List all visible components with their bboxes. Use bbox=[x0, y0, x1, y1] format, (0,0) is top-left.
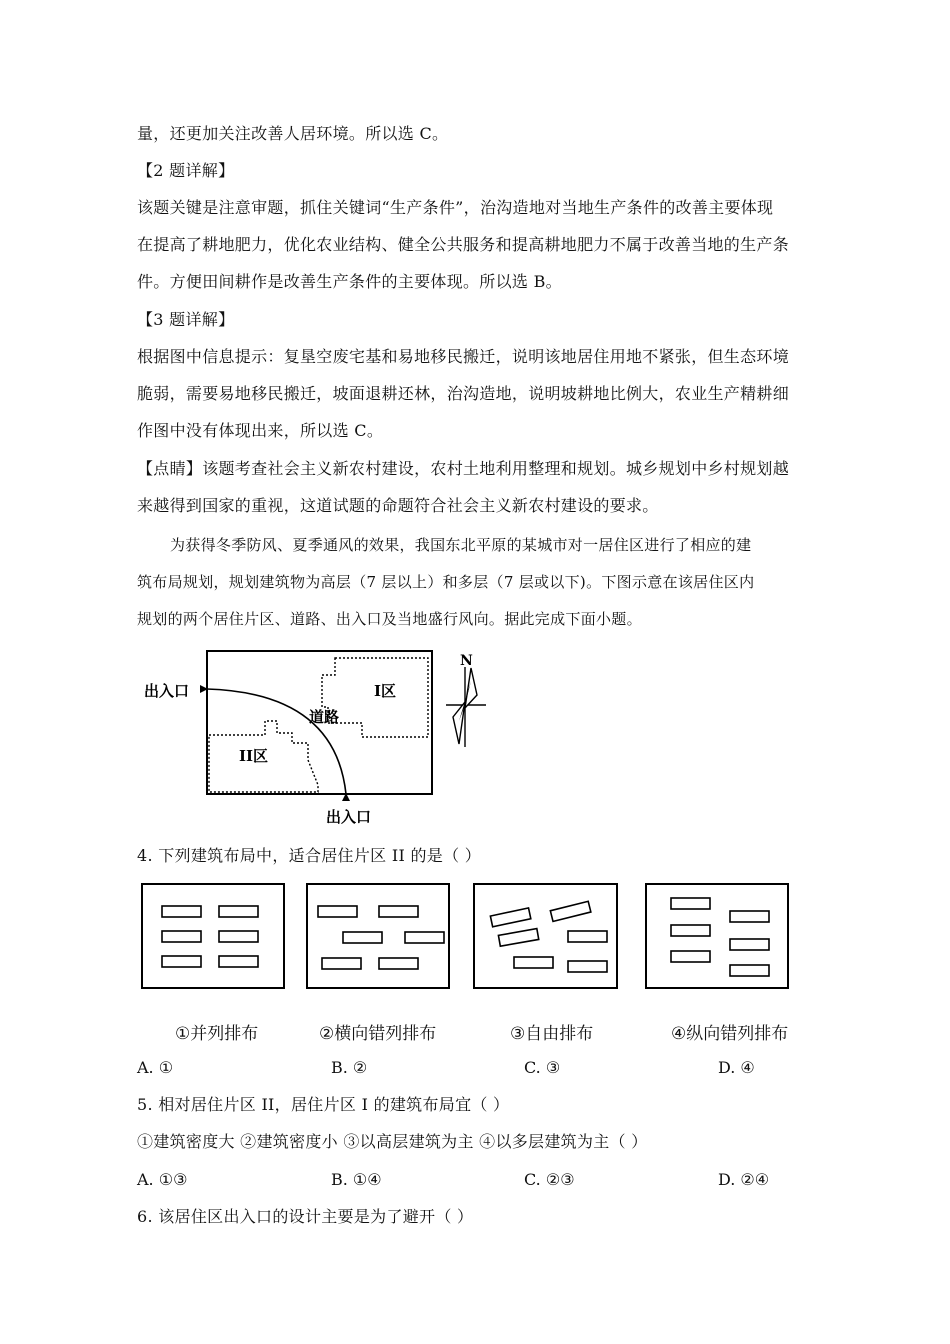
layout-free-diagram bbox=[474, 884, 617, 988]
layout-caption-1: ①并列排布 bbox=[175, 1024, 259, 1044]
q5-option-a[interactable]: A. ①③ bbox=[137, 1170, 188, 1189]
map-label-zone-1: I区 bbox=[374, 682, 397, 700]
layout-vertical-staggered-diagram bbox=[646, 884, 788, 988]
map-label-entrance-left: 出入口 bbox=[144, 682, 190, 700]
para-tip-line-2: 来越得到国家的重视，这道试题的命题符合社会主义新农村建设的要求。 bbox=[137, 496, 659, 515]
para-line-1: 量，还更加关注改善人居环境。所以选 C。 bbox=[137, 124, 449, 143]
q4-option-c[interactable]: C. ③ bbox=[524, 1058, 561, 1077]
map-label-road: 道路 bbox=[309, 708, 340, 726]
para-line-8: 脆弱，需要易地移民搬迁，坡面退耕还林，治沟造地，说明坡耕地比例大，农业生产精耕细 bbox=[137, 384, 790, 403]
q4-option-b[interactable]: B. ② bbox=[331, 1058, 368, 1077]
layout-horizontal-staggered-diagram bbox=[307, 884, 449, 988]
para-tip-line-1: 【点睛】该题考查社会主义新农村建设，农村土地利用整理和规划。城乡规划中乡村规划越 bbox=[137, 459, 790, 478]
q5-option-d[interactable]: D. ②④ bbox=[718, 1170, 770, 1189]
para-line-7: 根据图中信息提示：复垦空废宅基和易地移民搬迁，说明该地居住用地不紧张，但生态环境 bbox=[137, 347, 790, 366]
intro-line-3: 规划的两个居住片区、道路、出入口及当地盛行风向。据此完成下面小题。 bbox=[137, 610, 642, 628]
para-line-5: 件。方便田间耕作是改善生产条件的主要体现。所以选 B。 bbox=[137, 272, 562, 291]
q5-items: ①建筑密度大 ②建筑密度小 ③以高层建筑为主 ④以多层建筑为主（ ） bbox=[137, 1132, 648, 1151]
layout-caption-3: ③自由排布 bbox=[510, 1024, 594, 1044]
q4-option-d[interactable]: D. ④ bbox=[718, 1058, 755, 1077]
para-heading-q2: 【2 题详解】 bbox=[137, 161, 235, 180]
residential-map bbox=[130, 645, 500, 830]
wind-rose-icon bbox=[446, 667, 486, 747]
map-label-zone-2: II区 bbox=[239, 747, 269, 765]
q4-stem: 4. 下列建筑布局中，适合居住片区 II 的是（ ） bbox=[137, 846, 482, 865]
q5-stem: 5. 相对居住片区 II，居住片区 I 的建筑布局宜（ ） bbox=[137, 1095, 510, 1114]
layout-caption-4: ④纵向错列排布 bbox=[671, 1024, 789, 1044]
q5-option-c[interactable]: C. ②③ bbox=[524, 1170, 575, 1189]
para-line-3: 该题关键是注意审题，抓住关键词“生产条件”，治沟造地对当地生产条件的改善主要体现 bbox=[137, 198, 774, 217]
para-line-9: 作图中没有体现出来，所以选 C。 bbox=[137, 421, 384, 440]
compass-north-label: N bbox=[460, 653, 473, 669]
road-line bbox=[207, 689, 346, 794]
map-label-entrance-bottom: 出入口 bbox=[326, 808, 372, 826]
para-line-4: 在提高了耕地肥力，优化农业结构、健全公共服务和提高耕地肥力不属于改善当地的生产条 bbox=[137, 235, 790, 254]
intro-line-2: 筑布局规划，规划建筑物为高层（7 层以上）和多层（7 层或以下)。下图示意在该居住区内 bbox=[137, 573, 755, 591]
q4-option-a[interactable]: A. ① bbox=[137, 1058, 174, 1077]
layout-parallel-diagram bbox=[142, 884, 284, 988]
layout-caption-2: ②横向错列排布 bbox=[319, 1024, 437, 1044]
layout-diagrams bbox=[0, 878, 950, 998]
q5-option-b[interactable]: B. ①④ bbox=[331, 1170, 382, 1189]
intro-line-1: 为获得冬季防风、夏季通风的效果，我国东北平原的某城市对一居住区进行了相应的建 bbox=[170, 536, 752, 554]
q6-stem: 6. 该居住区出入口的设计主要是为了避开（ ） bbox=[137, 1207, 474, 1226]
para-heading-q3: 【3 题详解】 bbox=[137, 310, 235, 329]
